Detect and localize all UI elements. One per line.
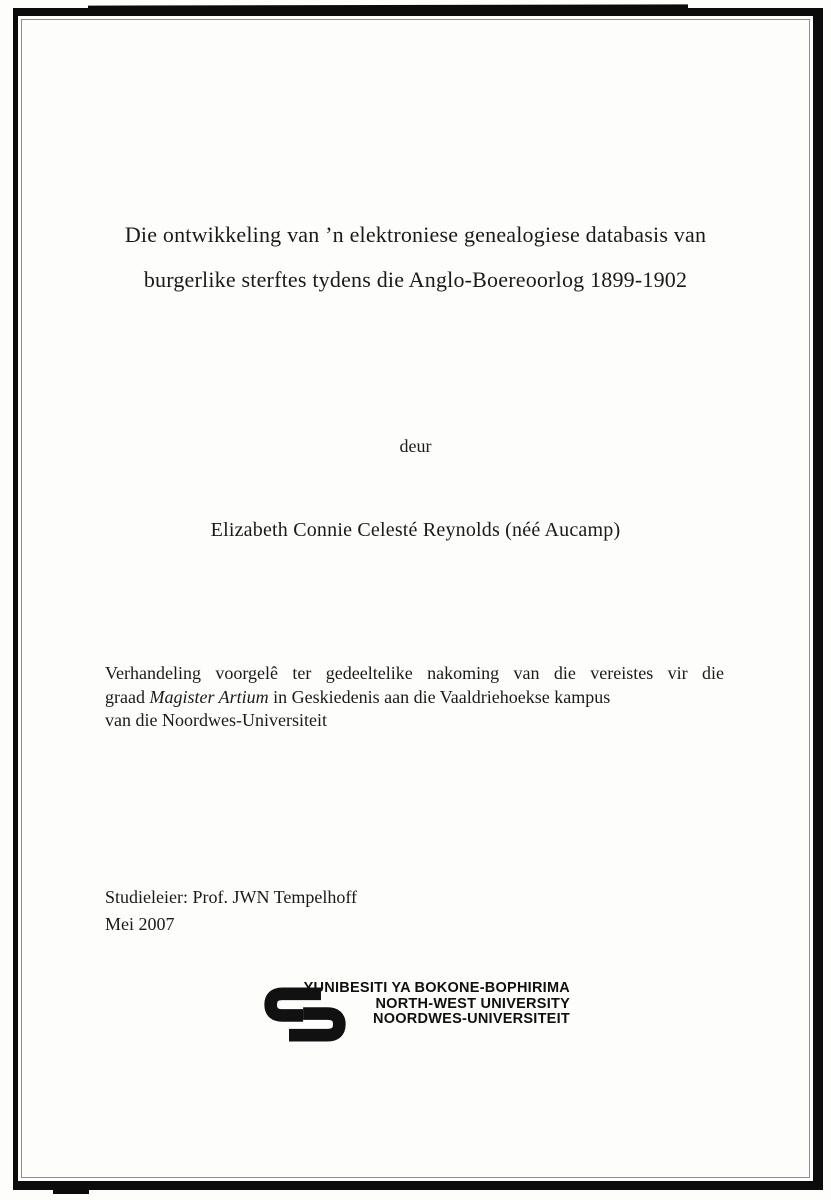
author-name: Elizabeth Connie Celesté Reynolds (néé Aucamp) [210, 519, 621, 541]
degree-statement [105, 662, 724, 733]
logo-text-line-1: YUNIBESITI YA BOKONE-BOPHIRIMA [303, 980, 570, 996]
statement-line-2-post: in Geskiedenis aan die Vaaldriehoekse kampus [268, 686, 611, 707]
logo-wordmark [304, 981, 570, 1028]
supervisor-block [105, 884, 357, 938]
byline-deur: deur [399, 436, 432, 456]
thesis-title [60, 212, 771, 302]
supervisor-line: Studieleier: Prof. JWN Tempelhoff [105, 887, 358, 907]
scan-artifact-bottom [53, 1190, 89, 1194]
degree-name-italic: Magister Artium [149, 686, 269, 707]
statement-line-1: Verhandeling voorgelê ter gedeeltelike nakoming van die vereistes vir die [105, 663, 724, 683]
statement-line-3: van die Noordwes-Universiteit [105, 710, 327, 730]
statement-line-2-pre: graad [105, 686, 150, 707]
logo-text-line-2: NORTH-WEST UNIVERSITY [375, 995, 570, 1012]
logo-text-line-3: NOORDWES-UNIVERSITEIT [373, 1011, 570, 1028]
title-line-2: burgerlike sterftes tydens die Anglo-Boereoorlog 1899-1902 [143, 267, 688, 292]
title-line-1: Die ontwikkeling van ’n elektroniese genealogiese databasis van [124, 222, 707, 247]
date-line: Mei 2007 [105, 914, 175, 934]
statement-line-2 [105, 686, 724, 710]
university-logo [0, 975, 831, 1055]
